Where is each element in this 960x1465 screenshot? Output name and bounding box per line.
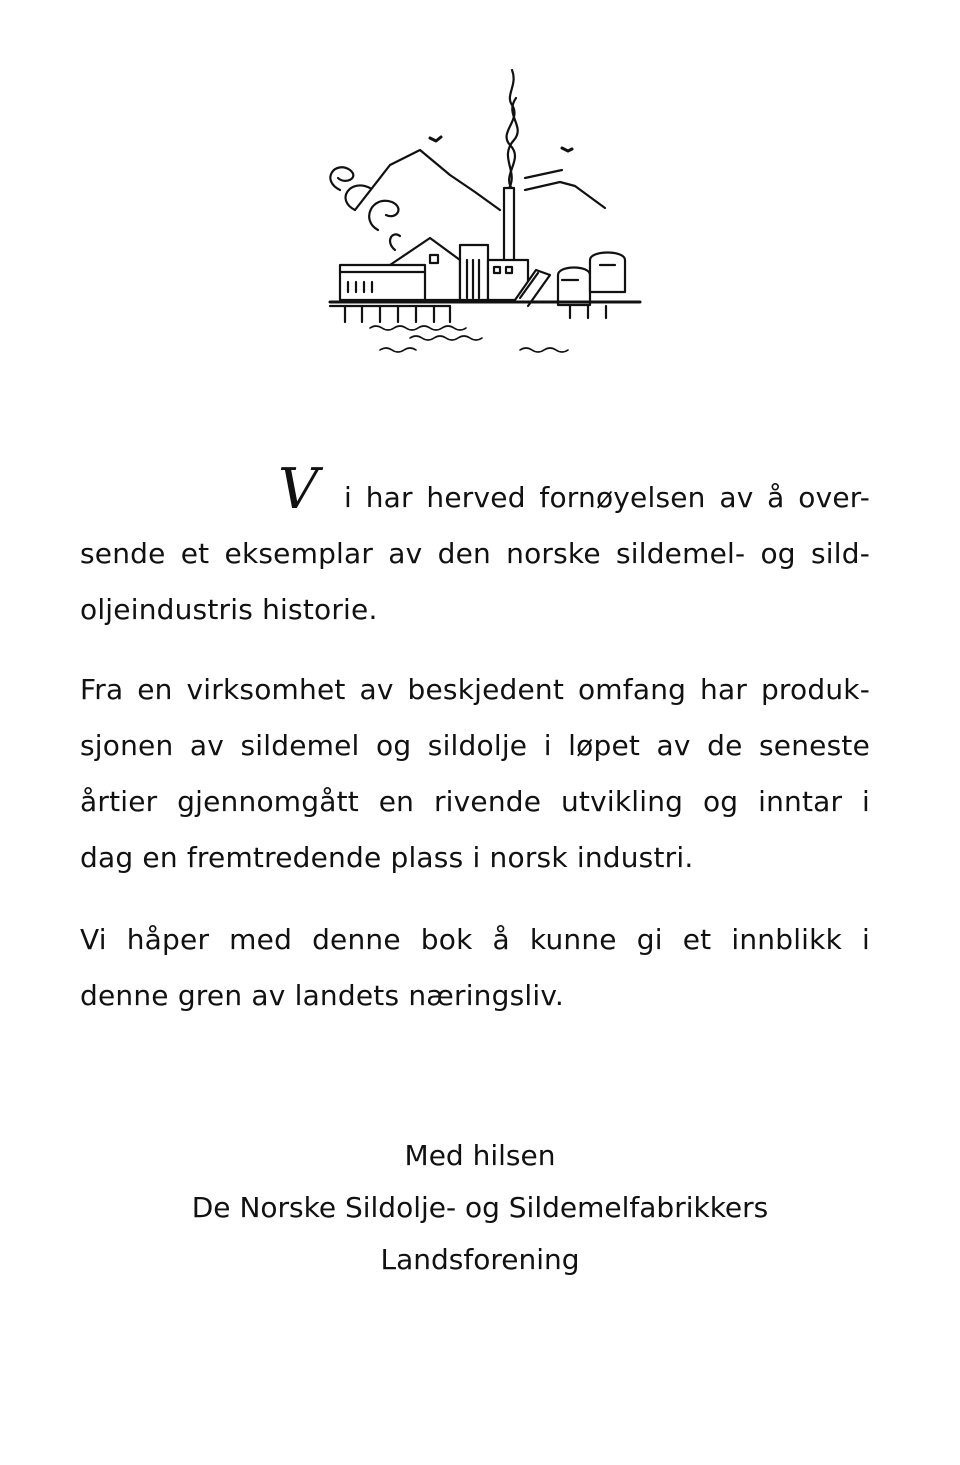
drop-cap: V: [278, 457, 319, 522]
signature-org-line-2: Landsforening: [380, 1243, 580, 1276]
purpose-line-1: Vi håper med denne bok å kunne gi et innblikk i: [80, 923, 870, 956]
signature-org-line-1: De Norske Sildolje- og Sildemelfabrikkers: [191, 1191, 769, 1224]
paragraph-intro: [80, 457, 870, 638]
development-line-1: Fra en virksomhet av beskjedent omfang har produk-: [80, 673, 870, 706]
intro-line-2: sende et eksemplar av den norske sildemel- og sild-: [80, 537, 870, 570]
factory-harbor-vignette-icon: [300, 60, 650, 360]
intro-first-line: [80, 457, 870, 526]
intro-line-1: i har herved fornøyelsen av å over-: [344, 481, 870, 514]
purpose-line-2: denne gren av landets næringsliv.: [80, 979, 565, 1012]
paragraph-development: [80, 662, 870, 886]
paragraph-purpose: [80, 912, 870, 1024]
development-line-4: dag en fremtredende plass i norsk industri.: [80, 841, 694, 874]
development-line-2: sjonen av sildemel og sildolje i løpet av de seneste: [80, 729, 870, 762]
closing-greeting: Med hilsen: [404, 1139, 556, 1172]
intro-line-3: oljeindustris historie.: [80, 593, 378, 626]
development-line-3: årtier gjennomgått en rivende utvikling og inntar i: [80, 785, 870, 818]
closing-signature: [0, 1130, 960, 1286]
